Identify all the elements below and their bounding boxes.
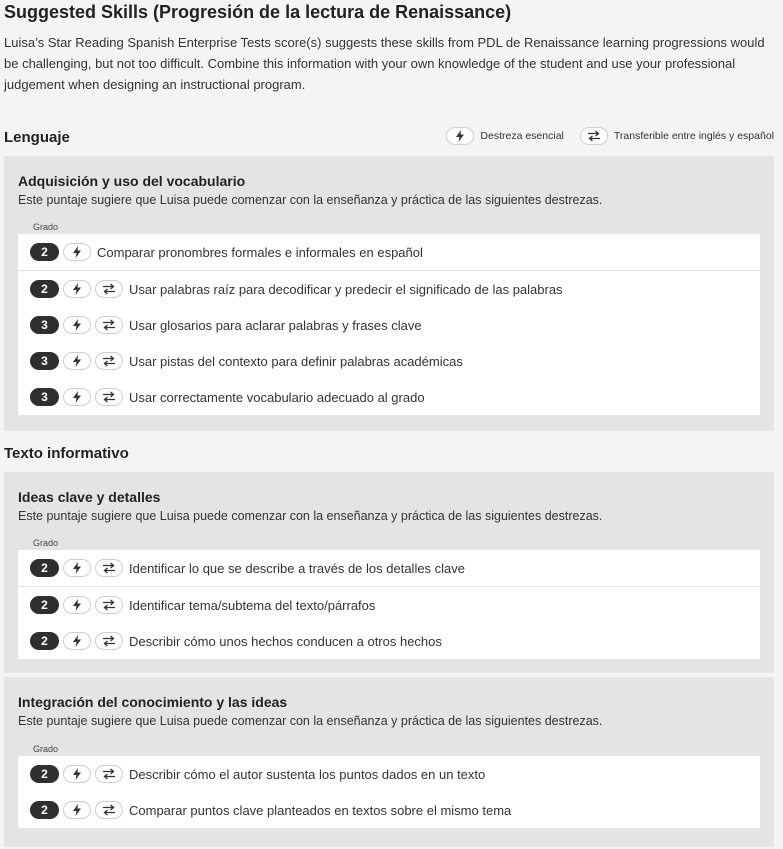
section-heading-texto-informativo: Texto informativo: [4, 445, 129, 462]
lightning-icon: [63, 801, 91, 819]
panel-subtitle: Este puntaje sugiere que Luisa puede comenzar con la enseñanza y práctica de las siguientes destrezas.: [18, 714, 603, 728]
grade-badge: 2: [30, 559, 59, 577]
skill-text: Describir cómo unos hechos conducen a otros hechos: [129, 633, 442, 649]
skill-row[interactable]: [18, 550, 760, 586]
legend-transferable-label: Transferible entre inglés y español: [613, 130, 774, 142]
skill-text: Identificar lo que se describe a través de los detalles clave: [129, 560, 466, 576]
lightning-icon: [63, 388, 91, 406]
grade-badge: 3: [30, 388, 59, 406]
panel-subtitle: Este puntaje sugiere que Luisa puede comenzar con la enseñanza y práctica de las siguientes destrezas.: [18, 193, 603, 207]
swap-arrows-icon: [580, 127, 608, 145]
swap-arrows-icon: [95, 596, 123, 614]
skill-row[interactable]: [18, 234, 760, 270]
skill-row[interactable]: [18, 756, 760, 792]
legend-essential-label: Destreza esencial: [480, 130, 564, 142]
skill-text: Comparar pronombres formales e informales en español: [97, 244, 423, 260]
grado-label: Grado: [33, 538, 59, 548]
grade-badge: 2: [30, 243, 59, 261]
panel-title: Adquisición y uso del vocabulario: [18, 173, 246, 189]
page-title: Suggested Skills (Progresión de la lectura de Renaissance): [4, 2, 512, 22]
panel-title: Integración del conocimiento y las ideas: [18, 694, 288, 710]
lightning-icon: [63, 559, 91, 577]
skill-text: Identificar tema/subtema del texto/párrafos: [129, 597, 376, 613]
lightning-icon: [63, 243, 91, 261]
grade-badge: 2: [30, 801, 59, 819]
skill-text: Describir cómo el autor sustenta los puntos dados en un texto: [129, 766, 486, 782]
grade-badge: 3: [30, 352, 59, 370]
skill-row[interactable]: [18, 307, 760, 343]
grade-badge: 2: [30, 632, 59, 650]
swap-arrows-icon: [95, 280, 123, 298]
skill-row[interactable]: [18, 379, 760, 415]
panel-subtitle: Este puntaje sugiere que Luisa puede comenzar con la enseñanza y práctica de las siguientes destrezas.: [18, 509, 603, 523]
swap-arrows-icon: [95, 316, 123, 334]
skill-panel: [4, 677, 774, 847]
swap-arrows-icon: [95, 801, 123, 819]
swap-arrows-icon: [95, 765, 123, 783]
intro-paragraph: Luisa’s Star Reading Spanish Enterprise Tests score(s) suggests these skills from PDL de Renaissance learning progressions would be challenging, but not too difficult. Combine this information with your own knowledge of the student and use your professional judgement when designing an instructional program.: [4, 35, 765, 92]
skill-text: Usar correctamente vocabulario adecuado al grado: [129, 389, 425, 405]
legend: [446, 127, 774, 145]
skill-row[interactable]: [18, 792, 760, 828]
skill-text: Usar glosarios para aclarar palabras y frases clave: [129, 317, 422, 333]
swap-arrows-icon: [95, 632, 123, 650]
skill-text: Usar pistas del contexto para definir palabras académicas: [129, 353, 463, 369]
skill-text: Usar palabras raíz para decodificar y predecir el significado de las palabras: [129, 281, 563, 297]
lightning-icon: [63, 596, 91, 614]
skill-row[interactable]: [18, 623, 760, 659]
lightning-icon: [63, 765, 91, 783]
grado-label: Grado: [33, 222, 59, 232]
lightning-icon: [63, 280, 91, 298]
skill-row[interactable]: [18, 587, 760, 623]
swap-arrows-icon: [95, 388, 123, 406]
swap-arrows-icon: [95, 352, 123, 370]
skill-panel: [4, 156, 774, 431]
skill-panel: [4, 472, 774, 673]
grade-badge: 2: [30, 280, 59, 298]
lightning-icon: [63, 632, 91, 650]
skill-row[interactable]: [18, 343, 760, 379]
panel-title: Ideas clave y detalles: [18, 489, 161, 505]
skill-row[interactable]: [18, 271, 760, 307]
swap-arrows-icon: [95, 559, 123, 577]
lightning-icon: [63, 316, 91, 334]
skill-text: Comparar puntos clave planteados en textos sobre el mismo tema: [129, 802, 512, 818]
grade-badge: 2: [30, 596, 59, 614]
section-heading-lenguaje: Lenguaje: [4, 129, 70, 146]
grado-label: Grado: [33, 744, 59, 754]
grade-badge: 3: [30, 316, 59, 334]
lightning-icon: [446, 127, 474, 145]
grade-badge: 2: [30, 765, 59, 783]
lightning-icon: [63, 352, 91, 370]
